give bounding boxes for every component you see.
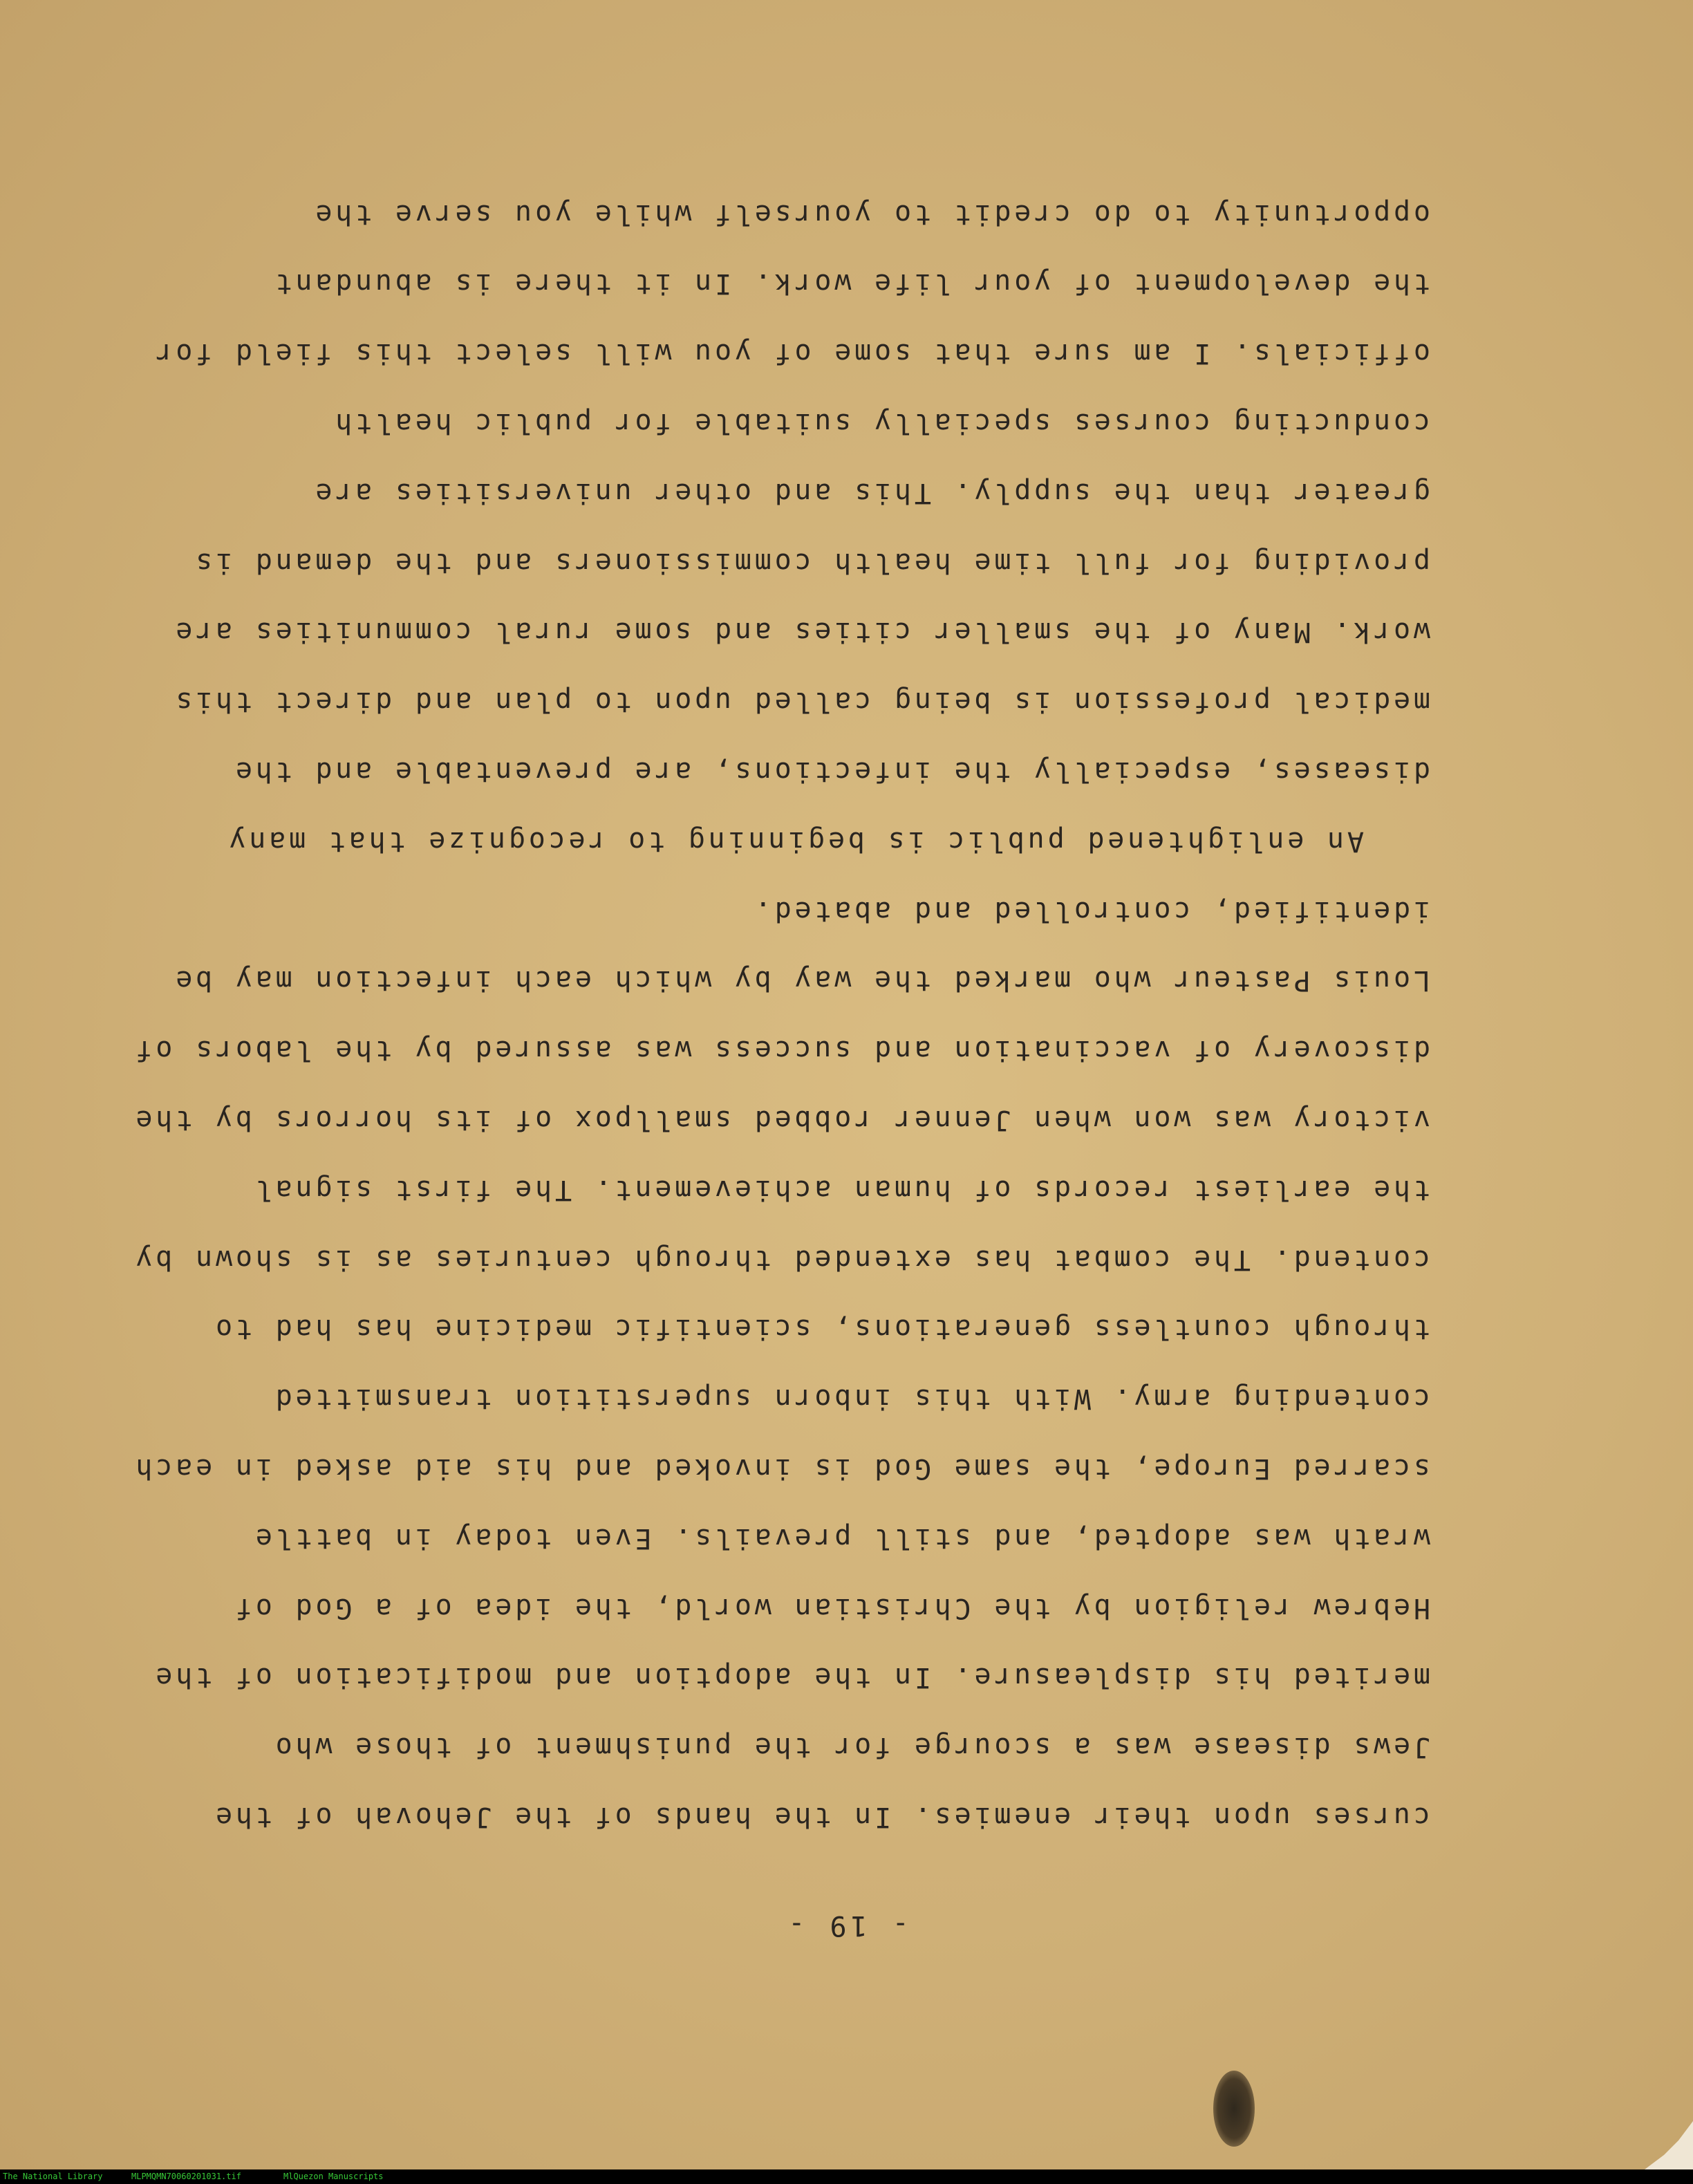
scan-footer <box>0 2169 1693 2184</box>
paragraph-2: An enlightened public is beginning to recognize that many diseases, especially the infections, are preventable and the medical profession is being called upon to plan and direct this work. Many of the smaller cities and some rural communities are providing for full time health commissioners and the demand is greater than the supply. This and other universities are conducting courses specially suitable for public health officials. I am sure that some of you will select this field for the development of your life work. In it there is abundant opportunity to do credit to yourself while you serve the <box>152 198 1430 857</box>
footer-library: The National Library <box>3 2172 103 2181</box>
footer-collection: MlQuezon Manuscripts <box>283 2172 384 2181</box>
footer-filename: MLPMQMN70060201031.tif <box>131 2172 241 2181</box>
page-number: - 19 - <box>784 1910 909 1941</box>
ink-blot <box>1213 2071 1255 2147</box>
paragraph-1: curses upon their enemies. In the hands of the Jehovah of the Jews disease was a scourge for the punishment of those who merited his displeasure. In the adoption and modification of the Hebrew religion by the Christian world, the idea of a God of wrath was adopted, and still prevails. Even today in battle scarred Europe, the same God is invoked and his aid asked in each contending army. With this inborn superstition transmitted through countless generations, scientific medicine has had to contend. The combat has extended through centuries as is shown by the earliest records of human achievement. The first signal victory was won when Jenner robbed smallpox of its horrors by the discovery of vaccination and success was assured by the labors of Louis Pasteur who marked the way by which each infection may be identified, controlled and abated. <box>132 895 1430 1833</box>
typed-text-block <box>117 179 1430 1851</box>
